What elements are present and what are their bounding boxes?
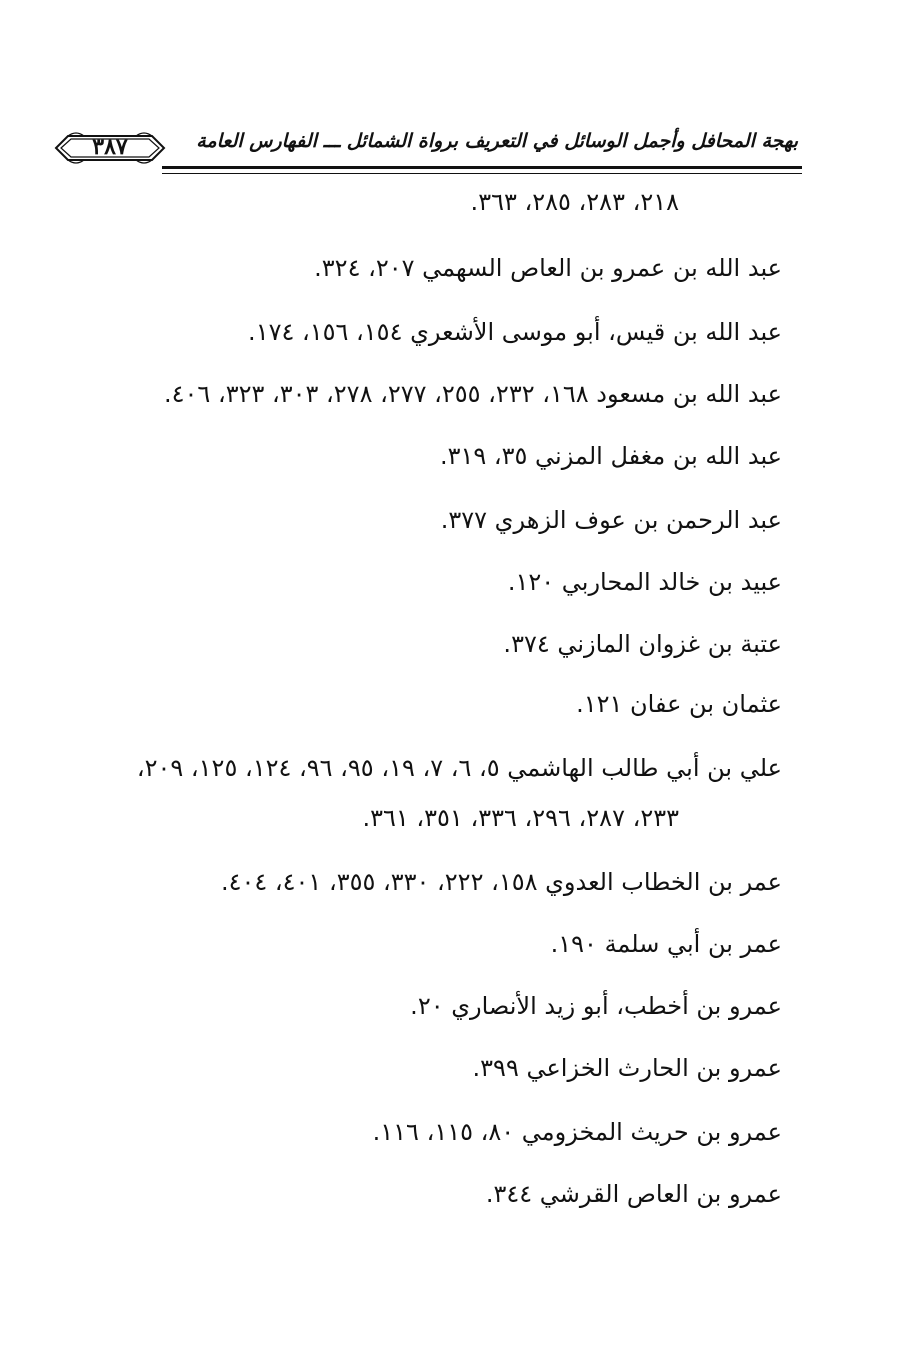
index-entry: عبد الله بن عمرو بن العاص السهمي ٢٠٧، ٣٢٤. [314, 254, 782, 282]
index-entry-continuation: ٢١٨، ٢٨٣، ٢٨٥، ٣٦٣. [470, 188, 679, 216]
index-entry-continuation: ٢٣٣، ٢٨٧، ٢٩٦، ٣٣٦، ٣٥١، ٣٦١. [362, 804, 679, 832]
running-title: بهجة المحافل وأجمل الوسائل في التعريف برواة الشمائل ـــ الفهارس العامة [196, 130, 798, 152]
header-rule-thin [162, 173, 802, 174]
index-entry: عبد الله بن مسعود ١٦٨، ٢٣٢، ٢٥٥، ٢٧٧، ٢٧٨، ٣٠٣، ٣٢٣، ٤٠٦. [164, 380, 782, 408]
index-entry: عبد الرحمن بن عوف الزهري ٣٧٧. [440, 506, 782, 534]
page-number: ٣٨٧ [92, 134, 128, 160]
index-entry: عمرو بن الحارث الخزاعي ٣٩٩. [472, 1054, 782, 1082]
index-entry: عبيد بن خالد المحاربي ١٢٠. [507, 568, 782, 596]
index-entry: عبد الله بن قيس، أبو موسى الأشعري ١٥٤، ١٥٦، ١٧٤. [248, 318, 782, 346]
index-entry: عمرو بن أخطب، أبو زيد الأنصاري ٢٠. [410, 992, 782, 1020]
index-entry: عثمان بن عفان ١٢١. [576, 690, 782, 718]
page-number-badge [50, 128, 170, 168]
index-entry: عتبة بن غزوان المازني ٣٧٤. [503, 630, 782, 658]
page-header [50, 118, 802, 178]
index-entry: عمرو بن العاص القرشي ٣٤٤. [485, 1180, 782, 1208]
index-entry: عمر بن أبي سلمة ١٩٠. [550, 930, 782, 958]
header-rule-thick [162, 166, 802, 169]
index-entry: علي بن أبي طالب الهاشمي ٥، ٦، ٧، ١٩، ٩٥، ٩٦، ١٢٤، ١٢٥، ٢٠٩، [136, 754, 782, 782]
index-entry: عبد الله بن مغفل المزني ٣٥، ٣١٩. [439, 442, 782, 470]
index-entry: عمرو بن حريث المخزومي ٨٠، ١١٥، ١١٦. [372, 1118, 782, 1146]
index-entry: عمر بن الخطاب العدوي ١٥٨، ٢٢٢، ٣٣٠، ٣٥٥، ٤٠١، ٤٠٤. [220, 868, 782, 896]
